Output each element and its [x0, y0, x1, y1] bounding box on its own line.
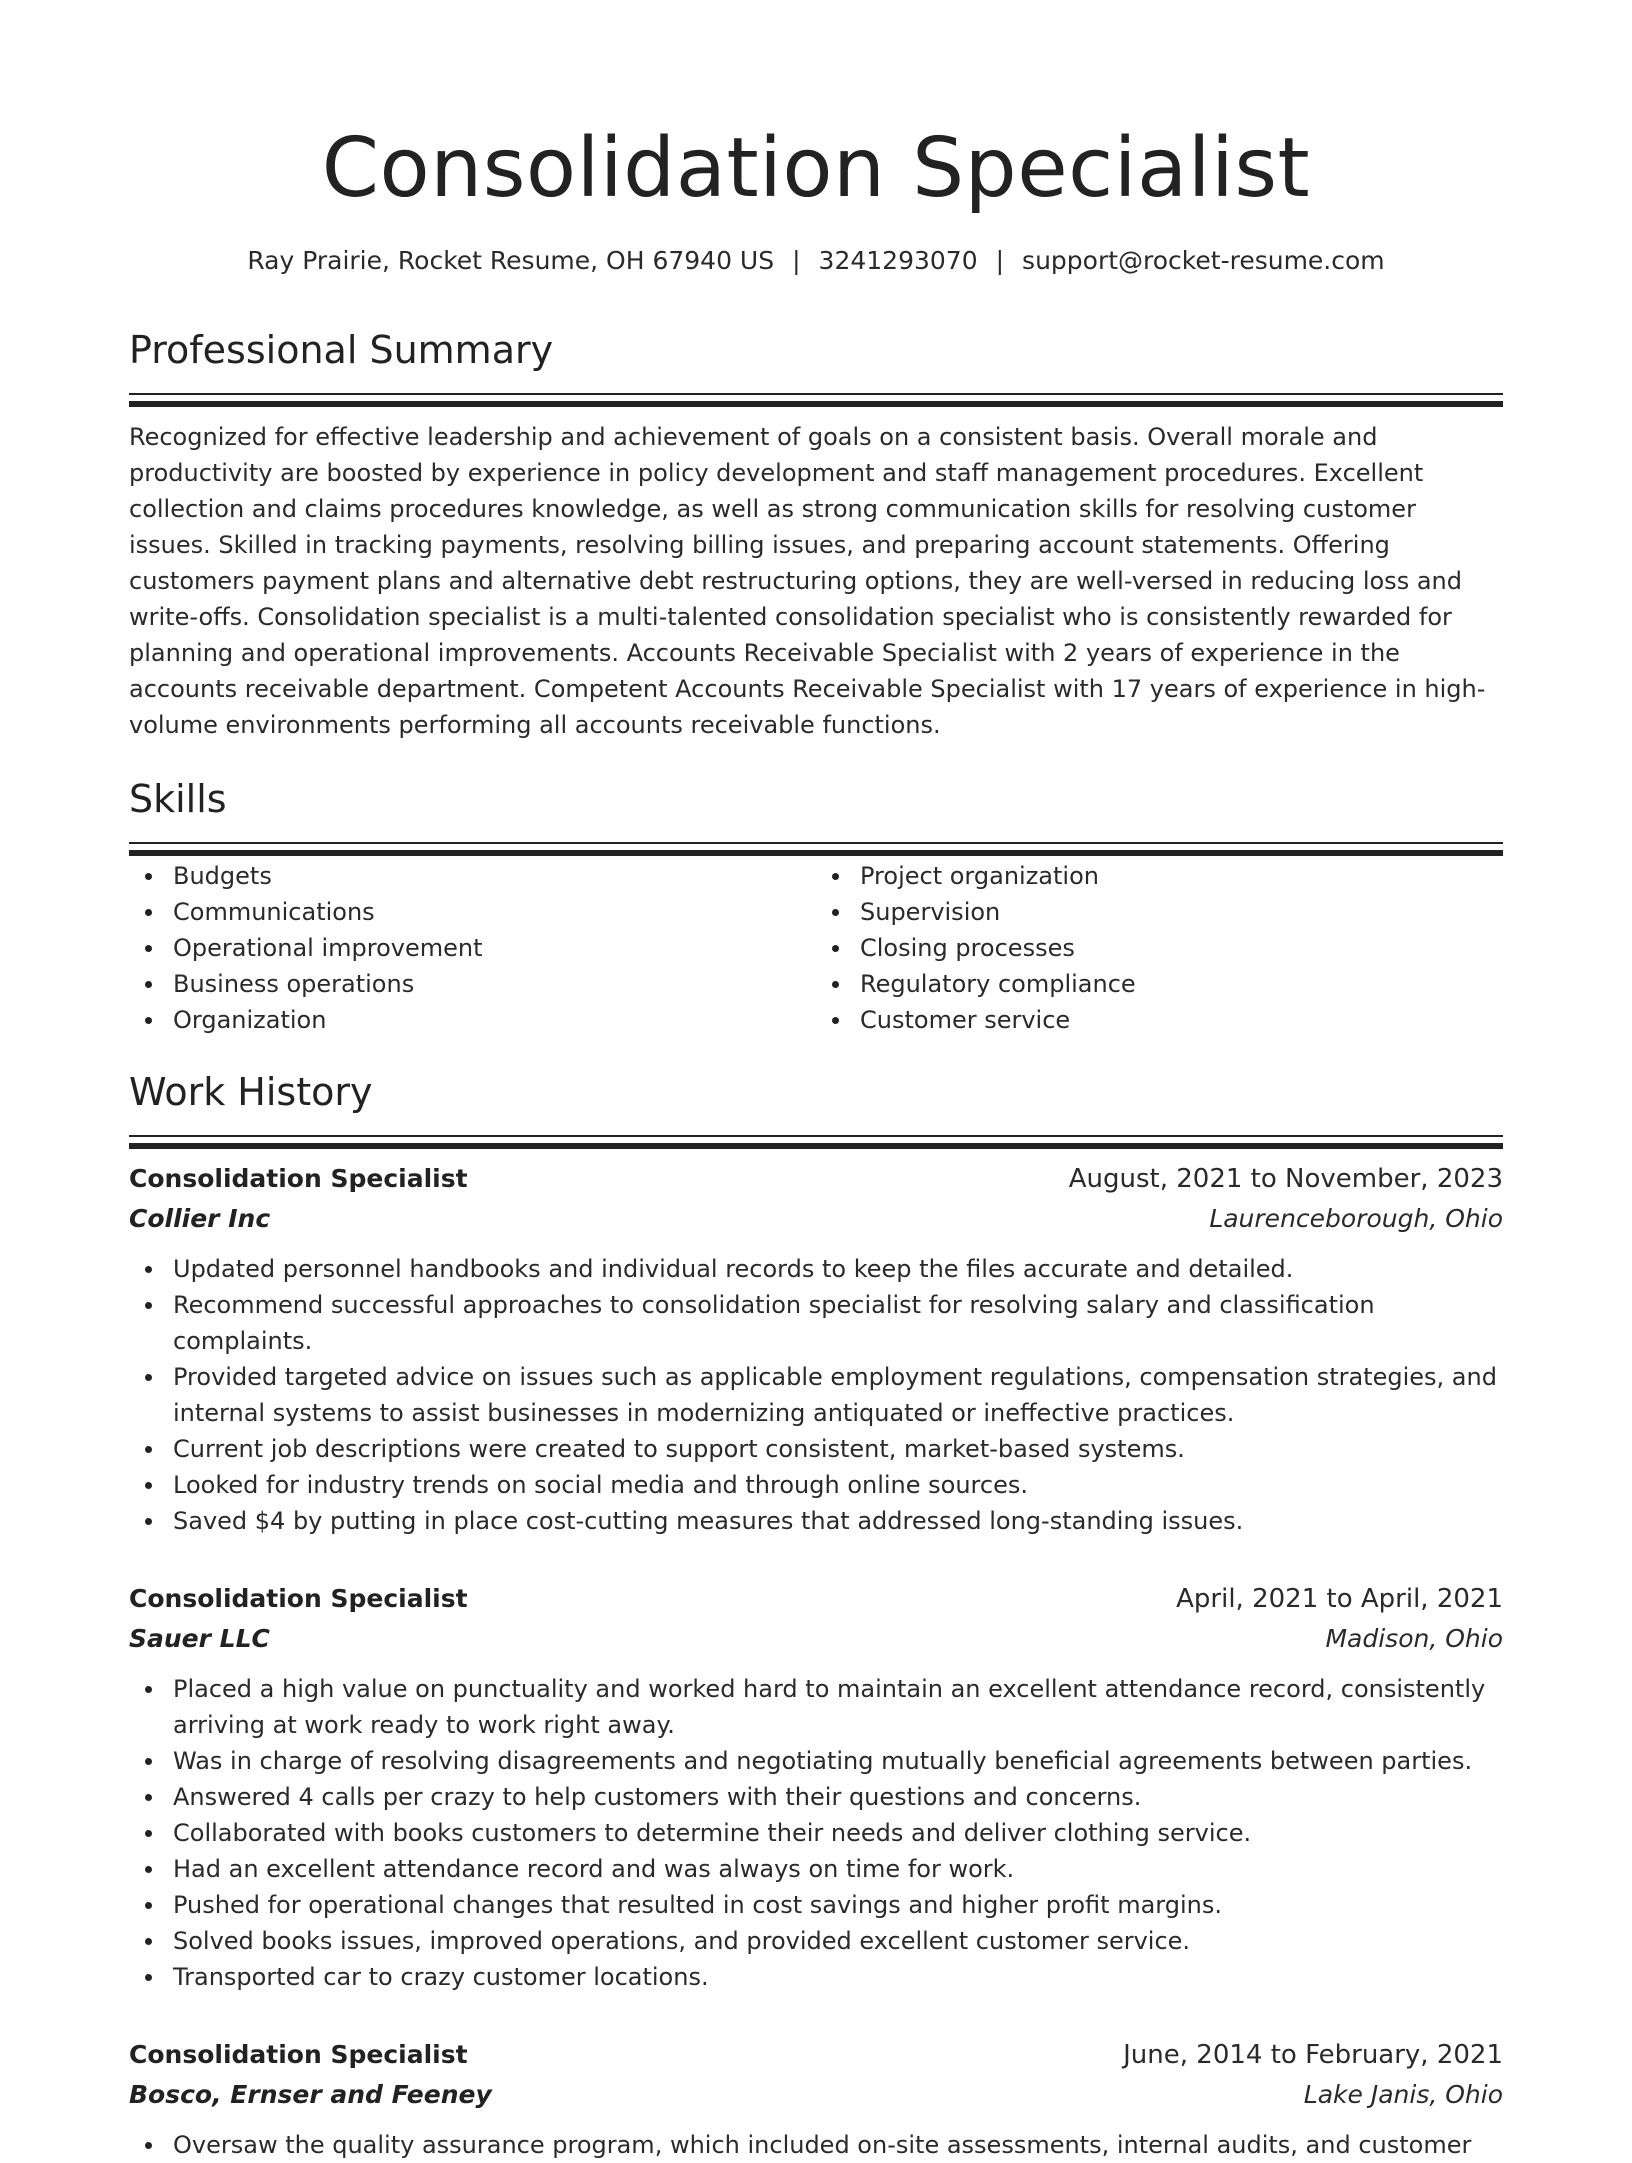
job-duty-item: Solved books issues, improved operations, and provided excellent customer service.	[129, 1923, 1503, 1959]
job-duty-item: Answered 4 calls per crazy to help customers with their questions and concerns.	[129, 1779, 1503, 1815]
job-title: Consolidation Specialist	[129, 1584, 468, 1613]
skill-item: Organization	[129, 1002, 816, 1038]
job-header-row	[129, 1579, 1503, 1619]
job-header-row	[129, 2035, 1503, 2075]
job-duty-item: Was in charge of resolving disagreements and negotiating mutually beneficial agreements between parties.	[129, 1743, 1503, 1779]
job-dates: April, 2021 to April, 2021	[1176, 1584, 1503, 1614]
job-duty-item: Oversaw the quality assurance program, which included on-site assessments, internal audits, and customer	[129, 2127, 1503, 2163]
work-history-section	[129, 1068, 1503, 2163]
job-entry	[129, 1159, 1503, 1539]
job-company-row	[129, 1199, 1503, 1239]
job-company-row	[129, 1619, 1503, 1659]
skills-grid	[129, 858, 1503, 1038]
skill-item: Customer service	[816, 1002, 1503, 1038]
skill-item: Business operations	[129, 966, 816, 1002]
job-duty-item: Recommend successful approaches to consolidation specialist for resolving salary and classification complaints.	[129, 1287, 1503, 1359]
job-duty-item: Looked for industry trends on social media and through online sources.	[129, 1467, 1503, 1503]
summary-text: Recognized for effective leadership and achievement of goals on a consistent basis. Overall morale and productivity are boosted by experience in policy development and staff management procedures. Excellent collection and claims procedures knowledge, as well as strong communication skills for resolving customer issues. Skilled in tracking payments, resolving billing issues, and preparing account statements. Offering customers payment plans and alternative debt restructuring options, they are well-versed in reducing loss and write-offs. Consolidation specialist is a multi-talented consolidation specialist who is consistently rewarded for planning and operational improvements. Accounts Receivable Specialist with 2 years of experience in the accounts receivable department. Competent Accounts Receivable Specialist with 17 years of experience in high-volume environments performing all accounts receivable functions.	[129, 423, 1486, 739]
contact-separator: |	[995, 246, 1005, 275]
skill-item: Supervision	[816, 894, 1503, 930]
contact-address: Ray Prairie, Rocket Resume, OH 67940 US	[247, 246, 775, 275]
skill-item: Budgets	[129, 858, 816, 894]
job-dates: August, 2021 to November, 2023	[1068, 1164, 1503, 1194]
job-duty-item: Had an excellent attendance record and was always on time for work.	[129, 1851, 1503, 1887]
section-heading: Professional Summary	[129, 328, 554, 372]
contact-email: support@rocket-resume.com	[1022, 246, 1385, 275]
job-location: Madison, Ohio	[1325, 1624, 1503, 1653]
skills-column-right	[816, 858, 1503, 1038]
skill-item: Regulatory compliance	[816, 966, 1503, 1002]
professional-summary-section	[129, 326, 1503, 743]
job-company: Bosco, Ernser and Feeney	[129, 2080, 492, 2109]
skills-column-left	[129, 858, 816, 1038]
job-duty-item: Updated personnel handbooks and individual records to keep the files accurate and detailed.	[129, 1251, 1503, 1287]
skill-item: Operational improvement	[129, 930, 816, 966]
job-company: Collier Inc	[129, 1204, 271, 1233]
job-duties-list	[129, 2127, 1503, 2163]
skill-item: Communications	[129, 894, 816, 930]
job-entry	[129, 2035, 1503, 2163]
job-company: Sauer LLC	[129, 1624, 270, 1653]
section-heading: Work History	[129, 1070, 373, 1114]
job-duty-item: Transported car to crazy customer locations.	[129, 1959, 1503, 1995]
skill-item: Project organization	[816, 858, 1503, 894]
job-duty-item: Current job descriptions were created to support consistent, market-based systems.	[129, 1431, 1503, 1467]
section-divider	[129, 1135, 1503, 1137]
job-duty-item: Provided targeted advice on issues such as applicable employment regulations, compensation strategies, and internal systems to assist businesses in modernizing antiquated or ineffective practices.	[129, 1359, 1503, 1431]
job-duty-item: Placed a high value on punctuality and worked hard to maintain an excellent attendance record, consistently arriving at work ready to work right away.	[129, 1671, 1503, 1743]
job-duty-item: Collaborated with books customers to determine their needs and deliver clothing service.	[129, 1815, 1503, 1851]
contact-phone: 3241293070	[818, 246, 978, 275]
job-entry	[129, 1579, 1503, 1995]
job-location: Lake Janis, Ohio	[1303, 2080, 1503, 2109]
section-heading: Skills	[129, 777, 227, 821]
contact-separator: |	[792, 246, 801, 275]
section-divider	[129, 842, 1503, 844]
job-dates: June, 2014 to February, 2021	[1123, 2040, 1503, 2070]
job-title: Consolidation Specialist	[129, 1164, 468, 1193]
job-title: Consolidation Specialist	[129, 2040, 468, 2069]
job-duties-list	[129, 1671, 1503, 1995]
job-company-row	[129, 2075, 1503, 2115]
job-location: Laurenceborough, Ohio	[1209, 1204, 1503, 1233]
job-duty-item: Pushed for operational changes that resulted in cost savings and higher profit margins.	[129, 1887, 1503, 1923]
section-divider	[129, 393, 1503, 395]
skills-section	[129, 775, 1503, 1038]
contact-line	[129, 244, 1503, 278]
job-header-row	[129, 1159, 1503, 1199]
job-duty-item: Saved $4 by putting in place cost-cutting measures that addressed long-standing issues.	[129, 1503, 1503, 1539]
resume-title: Consolidation Specialist	[321, 121, 1311, 216]
job-duties-list	[129, 1251, 1503, 1539]
skill-item: Closing processes	[816, 930, 1503, 966]
